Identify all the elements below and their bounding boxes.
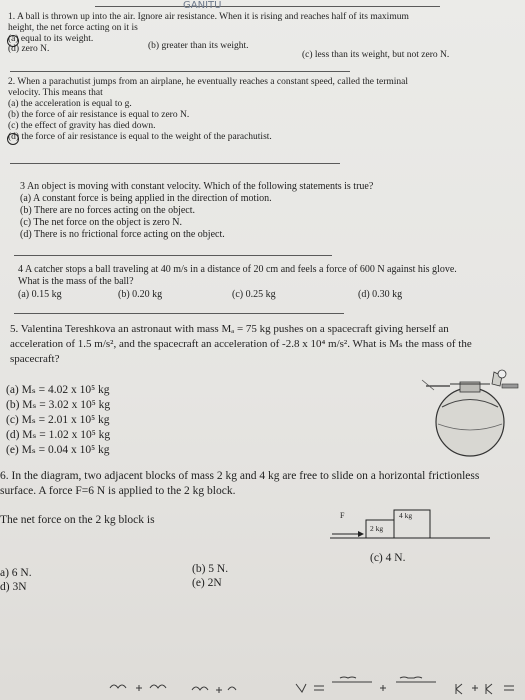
- block-2kg-label: 2 kg: [370, 524, 384, 533]
- q5-option-b[interactable]: (b) Mₛ = 3.02 x 10⁵ kg: [6, 399, 111, 411]
- divider-2: [10, 163, 340, 164]
- q1-option-c[interactable]: (c) less than its weight, but not zero N.: [302, 50, 450, 60]
- q1-option-d[interactable]: (d) zero N.: [8, 44, 50, 54]
- q6-option-b[interactable]: (b) 5 N.: [192, 563, 229, 575]
- q5-option-a[interactable]: (a) Mₛ = 4.02 x 10⁵ kg: [6, 384, 110, 396]
- divider-1: [10, 71, 350, 72]
- q6-prompt: The net force on the 2 kg block is: [0, 514, 155, 526]
- q1-option-b[interactable]: (b) greater than its weight.: [148, 41, 249, 51]
- q5-option-c[interactable]: (c) Mₛ = 2.01 x 10⁵ kg: [6, 414, 110, 426]
- q5-option-d[interactable]: (d) Mₛ = 1.02 x 10⁵ kg: [6, 429, 111, 441]
- q3-option-c[interactable]: (c) The net force on the object is zero N.: [20, 217, 182, 228]
- q6-option-a[interactable]: a) 6 N.: [0, 567, 32, 579]
- q2-line-2: velocity. This means that: [8, 88, 103, 98]
- q4-option-d[interactable]: (d) 0.30 kg: [358, 289, 403, 300]
- q2-option-c[interactable]: (c) the effect of gravity has died down.: [8, 121, 156, 131]
- divider-4: [14, 313, 344, 314]
- q3-option-b[interactable]: (b) There are no forces acting on the object.: [20, 205, 196, 216]
- q6-line-1: 6. In the diagram, two adjacent blocks of mass 2 kg and 4 kg are free to slide on a horizontal frictionless: [0, 470, 480, 482]
- q5-line-1: 5. Valentina Tereshkova an astronaut with mass Mₐ = 75 kg pushes on a spacecraft giving herself an: [10, 323, 449, 335]
- q5-line-3: spacecraft?: [10, 353, 60, 365]
- q4-line-1: 4 A catcher stops a ball traveling at 40 m/s in a distance of 20 cm and feels a force of 600 N against his glove.: [18, 264, 457, 275]
- force-label: F: [340, 511, 345, 520]
- divider-3: [14, 255, 332, 256]
- cut-off-formula-strip: [100, 676, 525, 700]
- block-4kg-label: 4 kg: [399, 511, 413, 520]
- q4-line-2: What is the mass of the ball?: [18, 276, 134, 287]
- top-rule: [95, 6, 440, 7]
- q3-stem: 3 An object is moving with constant velocity. Which of the following statements is true?: [20, 181, 374, 192]
- q1-line-2: height, the net force acting on it is: [8, 23, 138, 33]
- q3-option-a[interactable]: (a) A constant force is being applied in the direction of motion.: [20, 193, 272, 204]
- q6-option-d[interactable]: d) 3N: [0, 581, 27, 593]
- q2-option-b[interactable]: (b) the force of air resistance is equal to zero N.: [8, 110, 190, 120]
- q4-option-b[interactable]: (b) 0.20 kg: [118, 289, 163, 300]
- q3-option-d[interactable]: (d) There is no frictional force acting on the object.: [20, 229, 225, 240]
- q4-option-a[interactable]: (a) 0.15 kg: [18, 289, 62, 300]
- q5-line-2: acceleration of 1.5 m/s², and the spacecraft an acceleration of -2.8 x 10⁴ m/s². What is Mₛ the mass of the: [10, 338, 472, 350]
- student-name: GANITU: [183, 0, 222, 11]
- spacecraft-illustration: [420, 362, 520, 462]
- q6-option-c[interactable]: (c) 4 N.: [370, 552, 406, 564]
- q2-line-1: 2. When a parachutist jumps from an airplane, he eventually reaches a constant speed, called the terminal: [8, 77, 408, 87]
- q2-option-d[interactable]: (d) the force of air resistance is equal to the weight of the parachutist.: [8, 132, 272, 142]
- q4-option-c[interactable]: (c) 0.25 kg: [232, 289, 276, 300]
- q2-option-a[interactable]: (a) the acceleration is equal to g.: [8, 99, 132, 109]
- q1-line-1: 1. A ball is thrown up into the air. Ignore air resistance. When it is rising and reaches half of its maximum: [8, 12, 409, 22]
- q6-line-2: surface. A force F=6 N is applied to the 2 kg block.: [0, 485, 236, 497]
- q5-option-e[interactable]: (e) Mₛ = 0.04 x 10⁵ kg: [6, 444, 110, 456]
- q6-option-e[interactable]: (e) 2N: [192, 577, 222, 589]
- q1-option-a[interactable]: (a) equal to its weight.: [8, 34, 94, 44]
